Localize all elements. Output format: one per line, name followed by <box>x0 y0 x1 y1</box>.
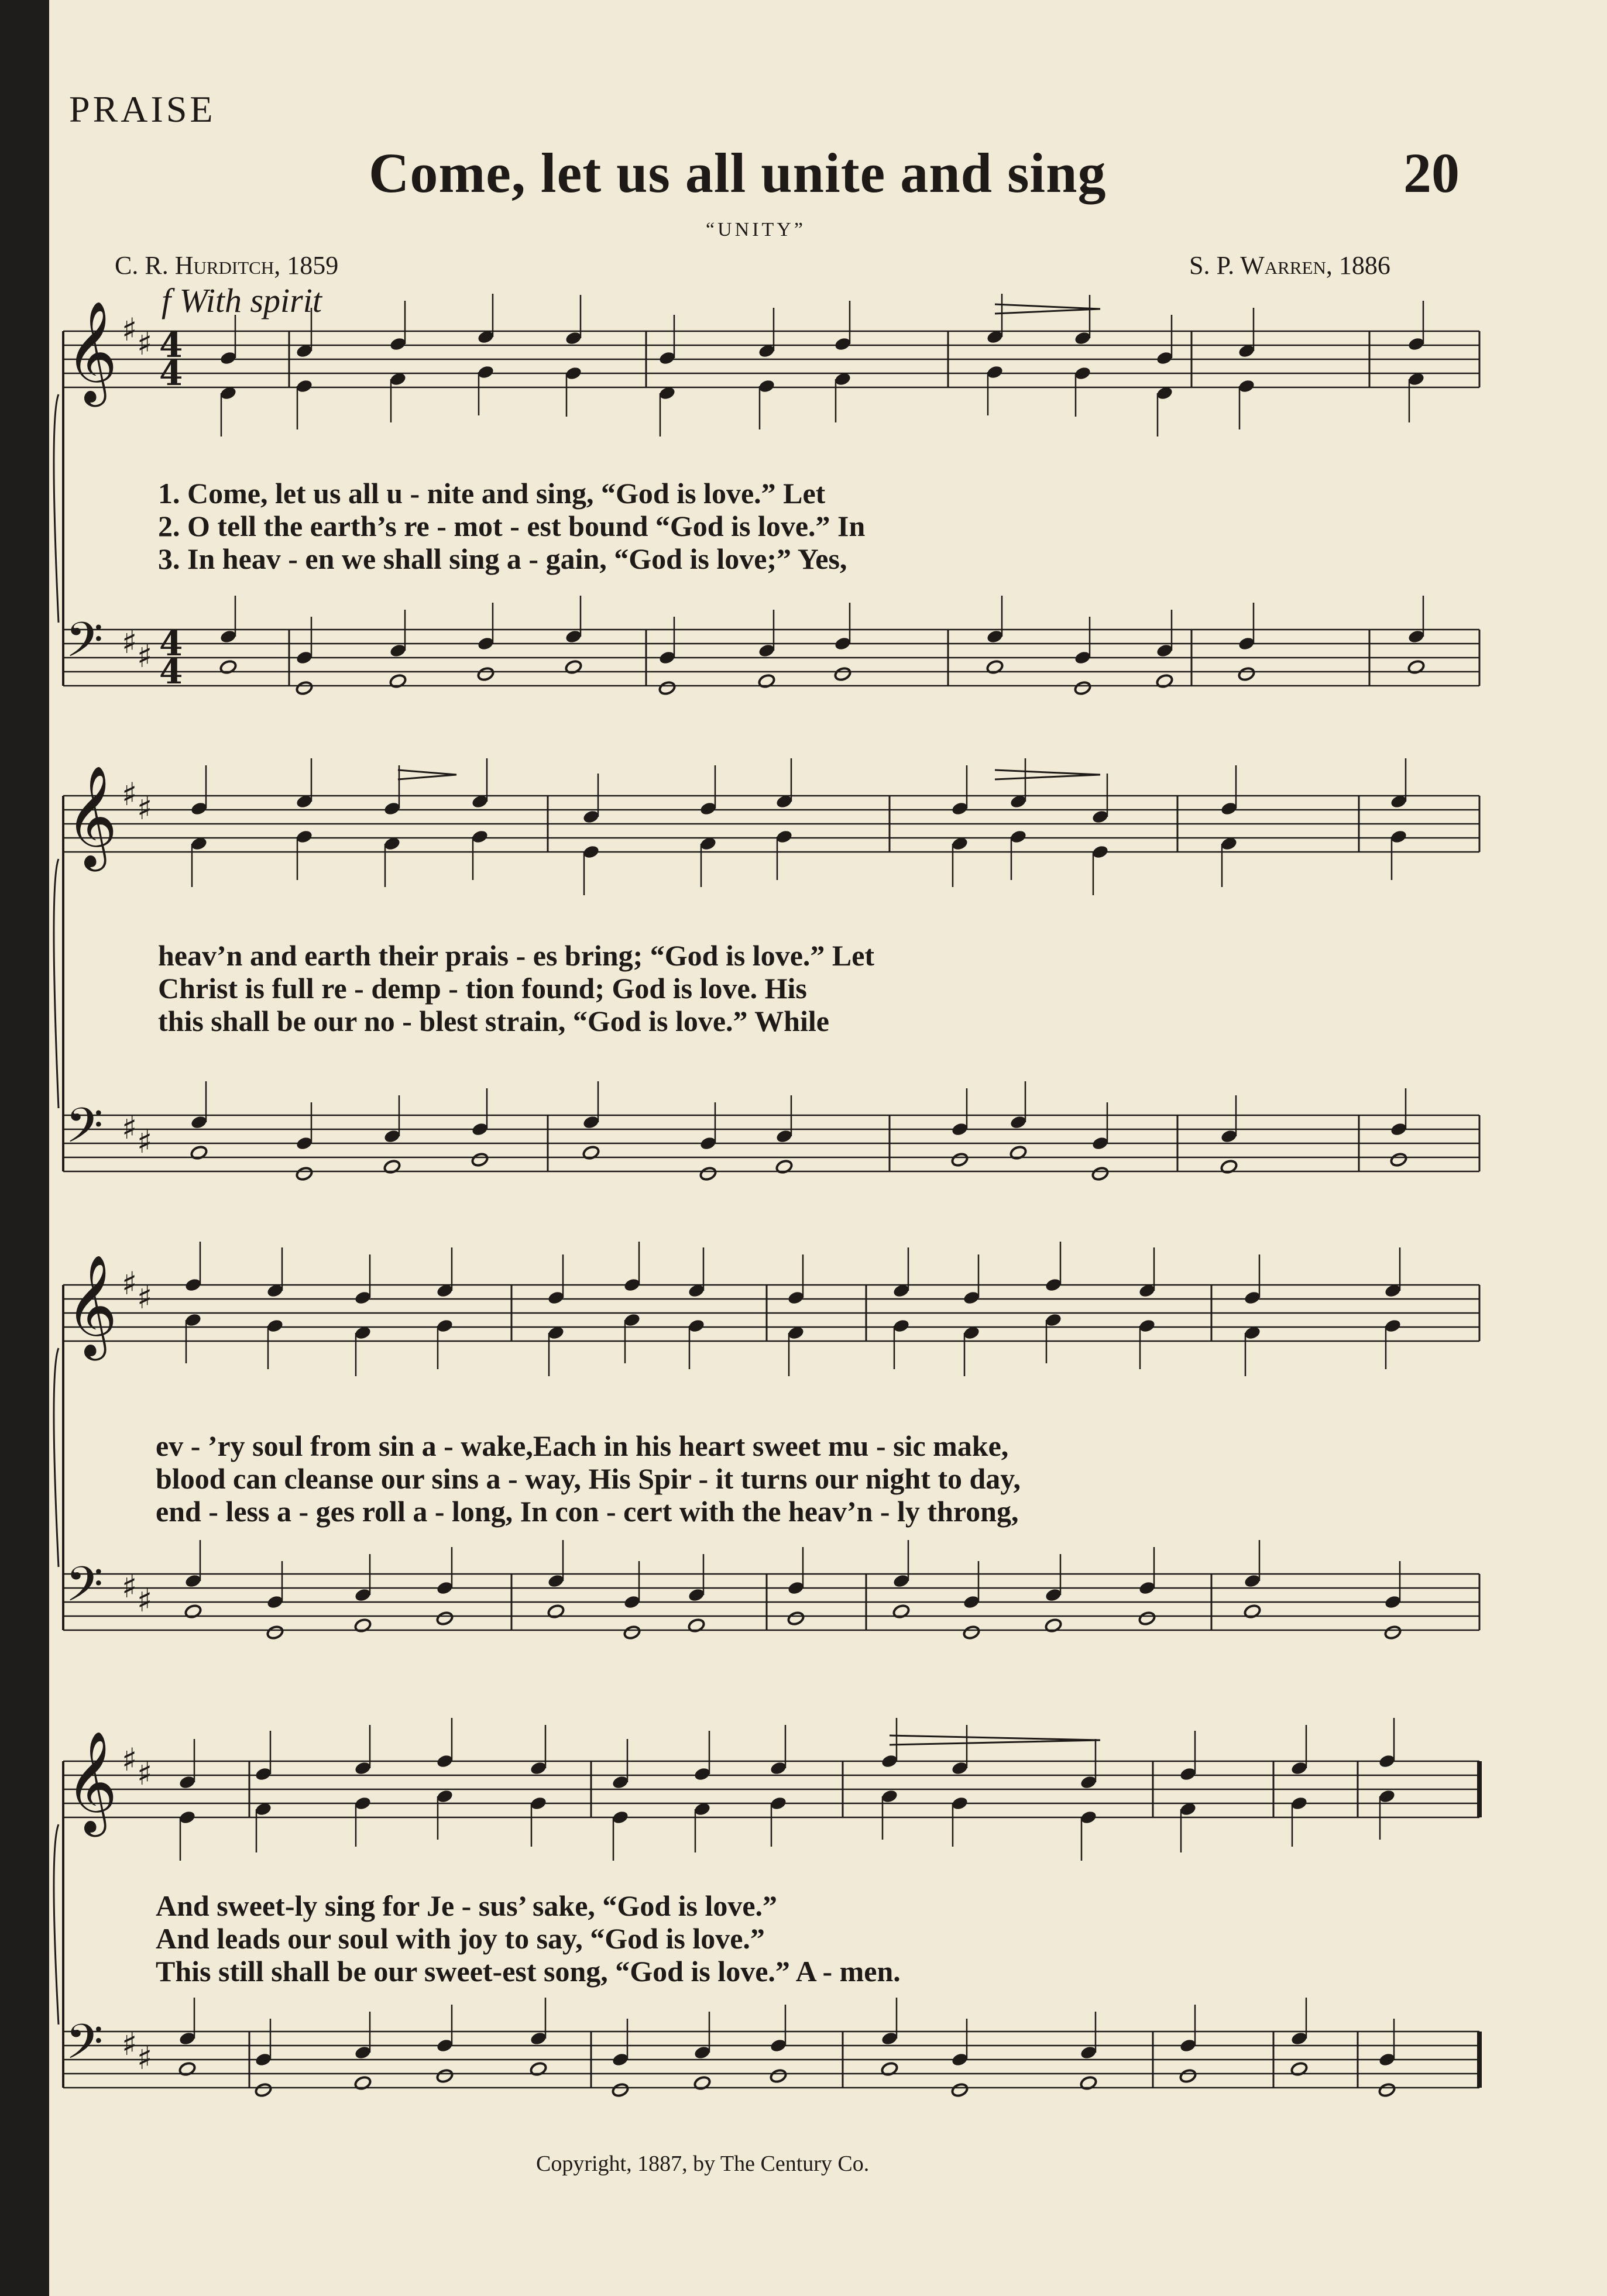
key-signature-sharp: ♯ <box>122 1265 138 1302</box>
bass-clef: 𝄢 <box>66 2013 104 2082</box>
note-head <box>354 2075 372 2091</box>
note-head <box>612 2082 630 2098</box>
note-head <box>383 1159 401 1174</box>
tempo-marking: f With spirit <box>162 281 322 319</box>
key-signature-sharp: ♯ <box>122 1741 138 1778</box>
note-head <box>1378 2082 1396 2098</box>
time-signature-digit: 4 <box>159 652 183 692</box>
note-head <box>1009 1145 1028 1160</box>
note-head <box>1179 2068 1197 2084</box>
note-head <box>255 2082 273 2098</box>
note-head <box>1138 1611 1156 1626</box>
lyric-line: 3. In heav - en we shall sing a - gain, “God is love;” Yes, <box>158 542 847 575</box>
key-signature-sharp: ♯ <box>122 2026 138 2063</box>
time-signature-digit: 4 <box>159 624 183 664</box>
key-signature-sharp: ♯ <box>122 1109 138 1146</box>
note-head <box>1244 1604 1262 1619</box>
note-head <box>477 666 495 682</box>
note-head <box>688 1618 706 1633</box>
note-head <box>699 1166 717 1181</box>
copyright-notice: Copyright, 1887, by The Century Co. <box>536 2151 870 2176</box>
key-signature-sharp: ♯ <box>137 325 153 362</box>
note-head <box>892 1604 911 1619</box>
note-head <box>881 2061 899 2077</box>
key-signature-sharp: ♯ <box>122 1568 138 1605</box>
note-head <box>1080 2075 1098 2091</box>
key-signature-sharp: ♯ <box>137 2040 153 2077</box>
lyric-line: blood can cleanse our sins a - way, His Spir - it turns our night to day, <box>156 1462 1021 1495</box>
author-credit: C. R. Hurditch, 1859 <box>115 251 339 280</box>
dynamic-hairpin <box>890 1735 1100 1745</box>
section-heading: PRAISE <box>69 88 216 130</box>
note-head <box>787 1611 805 1626</box>
note-head <box>951 2082 969 2098</box>
note-head <box>834 666 852 682</box>
note-head <box>758 673 776 689</box>
key-signature-sharp: ♯ <box>122 776 138 813</box>
system-brace <box>54 1348 59 1567</box>
bass-clef: 𝄢 <box>66 1097 104 1166</box>
note-head <box>471 1152 489 1167</box>
note-head <box>1156 673 1174 689</box>
composer-credit: S. P. Warren, 1886 <box>1189 251 1390 280</box>
note-head <box>547 1604 565 1619</box>
lyric-line: And leads our soul with joy to say, “God is love.” <box>156 1922 765 1955</box>
note-head <box>565 659 583 675</box>
treble-clef: 𝄞 <box>66 1731 118 1833</box>
note-head <box>266 1625 284 1640</box>
key-signature-sharp: ♯ <box>137 1123 153 1160</box>
note-head <box>693 2075 712 2091</box>
note-head <box>354 1618 372 1633</box>
lyric-line: 2. O tell the earth’s re - mot - est bound “God is love.” In <box>158 510 866 542</box>
note-head <box>1384 1625 1402 1640</box>
lyric-line: this shall be our no - blest strain, “God is love.” While <box>158 1005 829 1037</box>
note-head <box>389 673 407 689</box>
key-signature-sharp: ♯ <box>137 1755 153 1792</box>
lyric-line: This still shall be our sweet-est song, “God is love.” A - men. <box>156 1955 901 1988</box>
lyric-line: And sweet-ly sing for Je - sus’ sake, “God is love.” <box>156 1889 778 1922</box>
key-signature-sharp: ♯ <box>122 311 138 348</box>
system-brace <box>54 859 59 1108</box>
note-head <box>436 1611 454 1626</box>
note-head <box>296 1166 314 1181</box>
note-head <box>986 659 1004 675</box>
hymn-number: 20 <box>1403 142 1460 204</box>
note-head <box>1290 2061 1309 2077</box>
note-head <box>1407 659 1426 675</box>
note-head <box>190 1145 208 1160</box>
note-head <box>436 2068 454 2084</box>
note-head <box>219 659 238 675</box>
note-head <box>775 1159 794 1174</box>
note-head <box>963 1625 981 1640</box>
note-head <box>623 1625 641 1640</box>
lyric-line: heav’n and earth their prais - es bring; “God is love.” Let <box>158 939 875 972</box>
time-signature-digit: 4 <box>159 353 183 393</box>
note-head <box>1390 1152 1408 1167</box>
note-head <box>770 2068 788 2084</box>
key-signature-sharp: ♯ <box>137 638 153 675</box>
note-head <box>1045 1618 1063 1633</box>
note-head <box>296 680 314 696</box>
system-brace <box>54 1824 59 2025</box>
key-signature-sharp: ♯ <box>137 1279 153 1316</box>
tune-name: “UNITY” <box>706 219 806 240</box>
lyric-line: ev - ’ry soul from sin a - wake,Each in his heart sweet mu - sic make, <box>156 1429 1009 1462</box>
key-signature-sharp: ♯ <box>137 790 153 827</box>
note-head <box>1220 1159 1238 1174</box>
treble-clef: 𝄞 <box>66 1254 118 1356</box>
key-signature-sharp: ♯ <box>122 624 138 661</box>
dynamic-hairpin <box>995 770 1100 779</box>
system-brace <box>54 394 59 623</box>
lyric-line: Christ is full re - demp - tion found; God is love. His <box>158 972 807 1005</box>
dynamic-hairpin <box>995 304 1100 314</box>
bass-clef: 𝄢 <box>66 611 104 680</box>
note-head <box>530 2061 548 2077</box>
note-head <box>1091 1166 1110 1181</box>
note-head <box>1238 666 1256 682</box>
note-head <box>951 1152 969 1167</box>
treble-clef: 𝄞 <box>66 765 118 867</box>
note-head <box>1074 680 1092 696</box>
lyric-line: 1. Come, let us all u - nite and sing, “God is love.” Let <box>158 477 826 510</box>
bass-clef: 𝄢 <box>66 1556 104 1624</box>
note-head <box>658 680 677 696</box>
dynamic-hairpin <box>398 770 456 779</box>
lyric-line: end - less a - ges roll a - long, In con - cert with the heav’n - ly throng, <box>156 1495 1019 1528</box>
note-head <box>184 1604 202 1619</box>
hymn-title: Come, let us all unite and sing <box>369 142 1107 204</box>
time-signature-digit: 4 <box>159 325 183 365</box>
key-signature-sharp: ♯ <box>137 1582 153 1619</box>
note-head <box>582 1145 600 1160</box>
treble-clef: 𝄞 <box>66 301 118 403</box>
note-head <box>178 2061 197 2077</box>
